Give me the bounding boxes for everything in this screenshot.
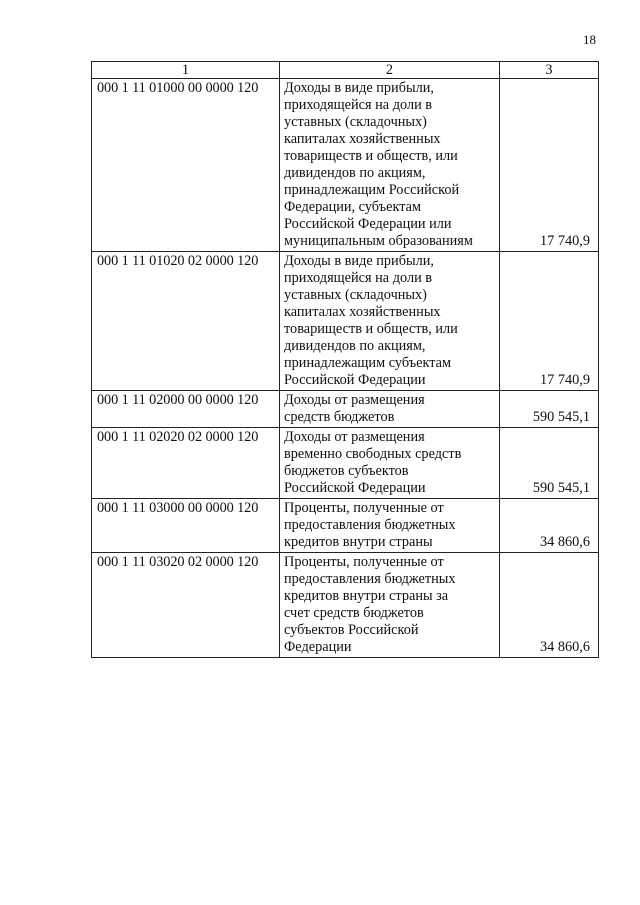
revenue-name: Проценты, полученные от предоставления бюджетных кредитов внутри страны [280,499,500,553]
revenue-name: Доходы в виде прибыли, приходящейся на доли в уставных (складочных) капиталах хозяйственных товариществ и обществ, или дивидендов по акциям, принадлежащим субъектам Российской Федерации [280,252,500,391]
table-row [92,252,599,391]
revenue-code: 000 1 11 01000 00 0000 120 [92,79,280,252]
column-header-code: 1 [92,62,280,79]
table-row [92,499,599,553]
revenue-code: 000 1 11 01020 02 0000 120 [92,252,280,391]
revenue-name: Доходы от размещения временно свободных средств бюджетов субъектов Российской Федерации [280,428,500,499]
table-header-row [92,62,599,79]
page-number: 18 [583,32,596,47]
revenue-code: 000 1 11 03000 00 0000 120 [92,499,280,553]
table-row [92,79,599,252]
table-row [92,391,599,428]
table-row [92,553,599,658]
budget-revenue-table [91,61,599,658]
table-row [92,428,599,499]
revenue-code: 000 1 11 02020 02 0000 120 [92,428,280,499]
revenue-name: Доходы от размещения средств бюджетов [280,391,500,428]
revenue-amount: 590 545,1 [500,391,599,428]
revenue-amount: 34 860,6 [500,499,599,553]
revenue-amount: 590 545,1 [500,428,599,499]
column-header-name: 2 [280,62,500,79]
column-header-amount: 3 [500,62,599,79]
revenue-amount: 34 860,6 [500,553,599,658]
revenue-amount: 17 740,9 [500,79,599,252]
revenue-amount: 17 740,9 [500,252,599,391]
revenue-code: 000 1 11 02000 00 0000 120 [92,391,280,428]
revenue-name: Проценты, полученные от предоставления бюджетных кредитов внутри страны за счет средств бюджетов субъектов Российской Федерации [280,553,500,658]
revenue-code: 000 1 11 03020 02 0000 120 [92,553,280,658]
revenue-name: Доходы в виде прибыли, приходящейся на доли в уставных (складочных) капиталах хозяйственных товариществ и обществ, или дивидендов по акциям, принадлежащим Российской Федерации, субъектам Российской Федерации или муниципальным образованиям [280,79,500,252]
